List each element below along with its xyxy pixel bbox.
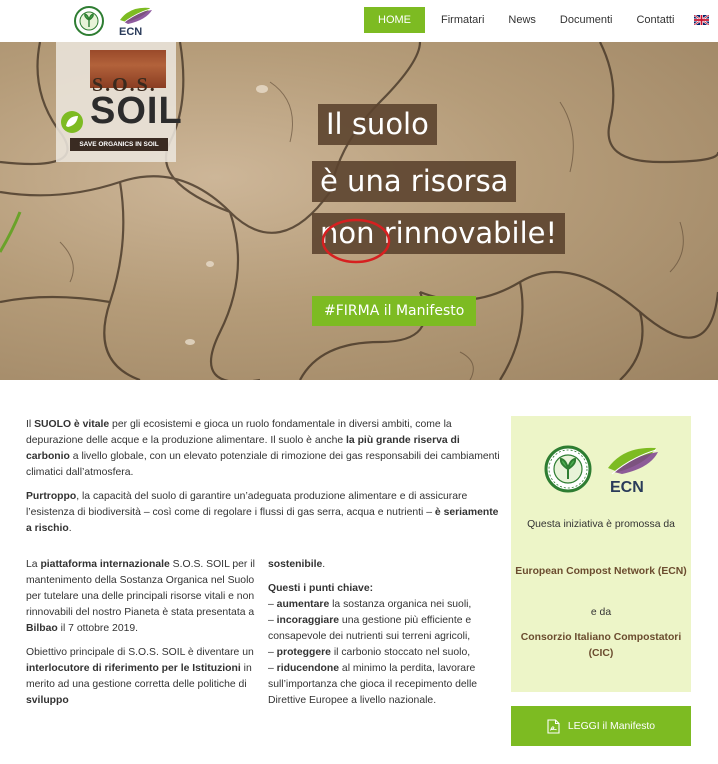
promoters-box bbox=[511, 416, 691, 692]
promoted-by-text: Questa iniziativa è promossa da bbox=[527, 519, 675, 530]
ecn-name[interactable]: European Compost Network (ECN) bbox=[515, 566, 687, 577]
intro-paragraph-1: Il SUOLO è vitale per gli ecosistemi e gioca un ruolo fondamentale in diversi ambiti, come la depurazione delle acque e la produzione alimentare. Il suolo è anche la più grande riserva di carbonio a livello globale, con un elevato potenziale di rimozione dei gas responsabili dei cambiamenti climatici dall’atmosfera. bbox=[26, 419, 500, 478]
headline-line-1: Il suolo bbox=[318, 104, 437, 145]
cic-logo-large[interactable] bbox=[544, 445, 592, 493]
nav-documenti[interactable]: Documenti bbox=[559, 14, 613, 26]
intro-text bbox=[26, 417, 502, 545]
headline-emphasis-non: non bbox=[320, 216, 375, 250]
ecn-logo-large-text: ECN bbox=[610, 479, 644, 496]
hero-banner bbox=[0, 42, 718, 380]
pdf-file-icon bbox=[547, 719, 560, 734]
objective-paragraph: Obiettivo principale di S.O.S. SOIL è diventare un interlocutore di riferimento per le Istituzioni in merito ad una gestione corretta delle politiche di sviluppo bbox=[26, 647, 254, 706]
key-point: – aumentare la sostanza organica nei suoli, bbox=[268, 599, 472, 610]
platform-paragraph: La piattaforma internazionale S.O.S. SOIL per il mantenimento della Sostanza Organica nel Suolo per tutelare una delle principali risorse vitali e non rinnovabili del nostro Pianeta è stata presentata a Bilbao il 7 ottobre 2019. bbox=[26, 559, 255, 634]
nav-firmatari[interactable]: Firmatari bbox=[441, 14, 485, 26]
key-points-list bbox=[268, 581, 506, 709]
and-by-text: e da bbox=[590, 607, 612, 618]
key-point: – riducendone al minimo la perdita, lavorare sull’importanza che gioca il recepimento delle Direttive Europee a livello nazionale. bbox=[268, 663, 478, 706]
leggi-manifesto-label: LEGGI il Manifesto bbox=[567, 720, 656, 732]
cic-logo[interactable] bbox=[74, 6, 104, 36]
content-column-right bbox=[268, 557, 506, 709]
key-point: – incoraggiare una gestione più efficiente e consapevole dei nutrienti sui terreni agricoli, bbox=[268, 615, 472, 642]
main-nav bbox=[364, 7, 709, 33]
ecn-logo[interactable] bbox=[116, 4, 156, 38]
nav-home[interactable]: HOME bbox=[364, 7, 425, 33]
intro-paragraph-2: Purtroppo, la capacità del suolo di garantire un’adeguata produzione alimentare e di assicurare l’esistenza di biodiversità – così come di regolare i flussi di gas serra, acqua e nutrienti – è seriamente a rischio. bbox=[26, 491, 499, 534]
headline-line-3-rest: rinnovabile! bbox=[374, 216, 558, 250]
firma-manifesto-button[interactable]: #FIRMA il Manifesto bbox=[312, 296, 476, 326]
objective-paragraph-continued: sostenibile. bbox=[268, 559, 326, 570]
uk-flag-icon[interactable] bbox=[694, 15, 709, 25]
sos-logo-tagline: SAVE ORGANICS IN SOIL bbox=[70, 138, 168, 151]
cic-name[interactable]: Consorzio Italiano Compostatori (CIC) bbox=[520, 632, 682, 659]
leggi-manifesto-button[interactable] bbox=[511, 706, 691, 746]
site-header bbox=[0, 0, 718, 42]
key-points-title: Questi i punti chiave: bbox=[268, 583, 374, 594]
headline-line-2: è una risorsa bbox=[312, 161, 516, 202]
content-column-left bbox=[26, 557, 264, 717]
ecn-logo-text: ECN bbox=[119, 26, 143, 38]
nav-news[interactable]: News bbox=[508, 14, 536, 26]
sos-logo-text: S.O.S. bbox=[92, 74, 157, 96]
soil-logo-text: SOIL bbox=[90, 90, 183, 132]
sos-soil-logo bbox=[56, 42, 183, 162]
nav-contatti[interactable]: Contatti bbox=[636, 14, 675, 26]
leaf-icon bbox=[60, 110, 84, 134]
ecn-logo-large[interactable] bbox=[604, 444, 660, 496]
red-circle-highlight bbox=[320, 216, 392, 266]
key-point: – proteggere il carbonio stoccato nel suolo, bbox=[268, 647, 471, 658]
